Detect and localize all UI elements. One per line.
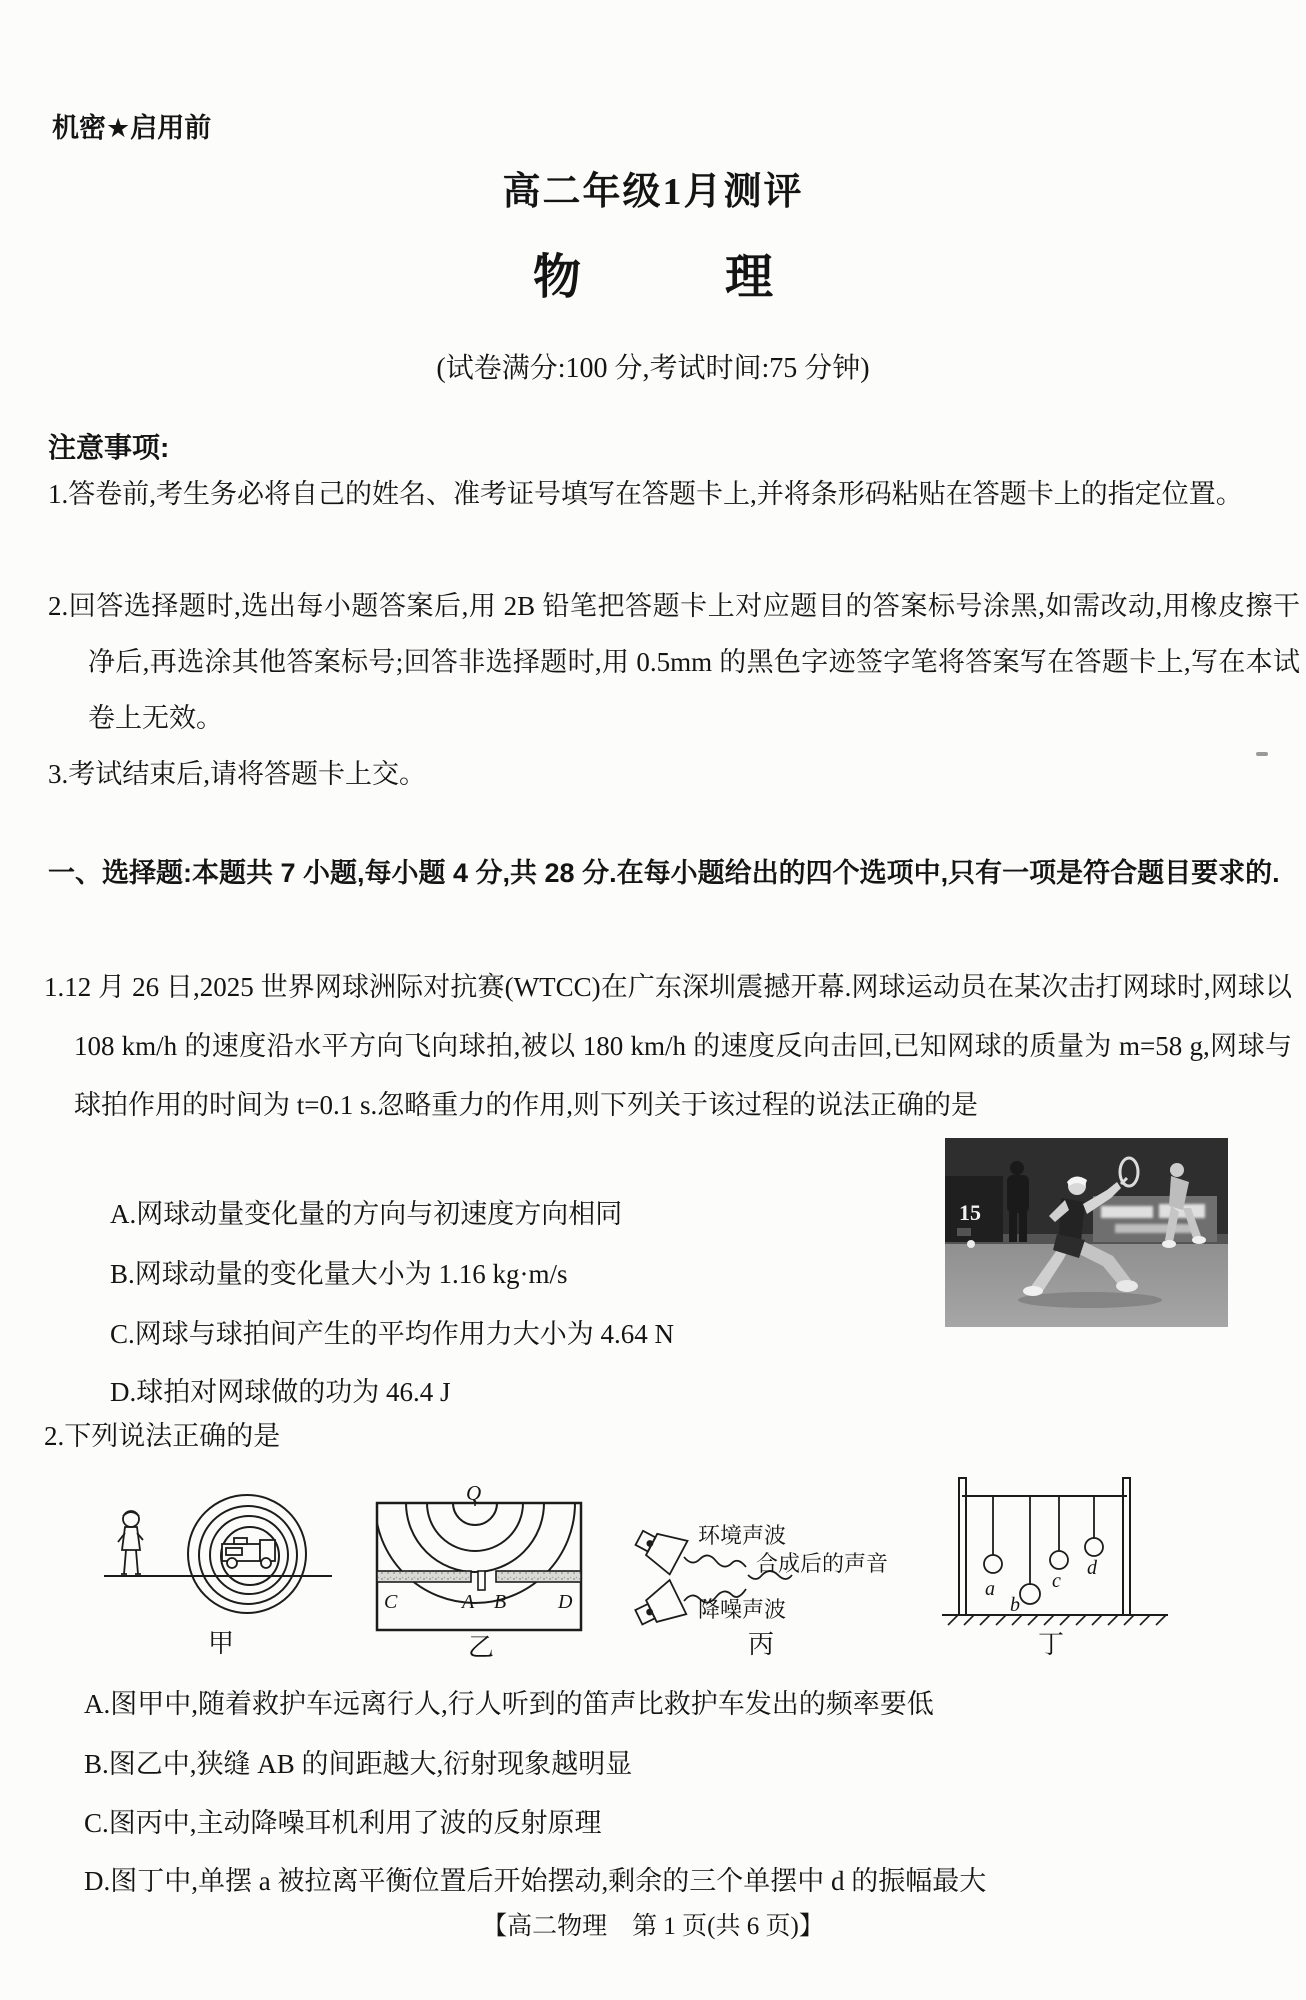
notice-item-1-text: 答卷前,考生务必将自己的姓名、准考证号填写在答题卡上,并将条形码粘贴在答题卡上的指定位置。 — [68, 479, 1243, 509]
section-1-heading: 一、选择题:本题共 7 小题,每小题 4 分,共 28 分.在每小题给出的四个选项中,只有一项是符合题目要求的. — [48, 858, 1280, 888]
figure-yi-diffraction — [374, 1486, 586, 1661]
figure-bing-label: 丙 — [748, 1630, 775, 1659]
page-title: 高二年级1月测评 — [502, 171, 804, 213]
bob-label-c: c — [1052, 1570, 1061, 1592]
wavefront-arcs — [375, 1503, 575, 1603]
q1-option-c: C.网球与球拍间产生的平均作用力大小为 4.64 N — [110, 1319, 675, 1349]
pendulum-a — [984, 1496, 1002, 1573]
q1-option-a: A.网球动量变化量的方向与初速度方向相同 — [110, 1199, 623, 1229]
speaker-bottom — [630, 1580, 686, 1633]
q1-option-d: D.球拍对网球做的功为 46.4 J — [110, 1377, 451, 1407]
right-post — [1123, 1478, 1130, 1615]
question-2-text: 下列说法正确的是 — [64, 1421, 281, 1451]
question-1-num: 1. — [44, 972, 65, 1002]
q2-option-c: C.图丙中,主动降噪耳机利用了波的反射原理 — [84, 1808, 602, 1838]
bob-label-b: b — [1010, 1594, 1020, 1616]
tennis-photo — [945, 1138, 1228, 1327]
notice-item-1-num: 1. — [48, 479, 69, 509]
question-2 — [44, 1408, 1292, 1464]
label-anti-noise-wave: 降噪声波 — [698, 1597, 787, 1622]
photo-scoreboard-number: 15 — [959, 1200, 981, 1225]
question-2-num: 2. — [44, 1421, 65, 1451]
notice-item-2 — [48, 578, 1300, 746]
figure-yi-label: 乙 — [468, 1633, 495, 1661]
ambulance-icon — [222, 1538, 275, 1568]
bob-label-d: d — [1087, 1557, 1097, 1579]
page-footer: 【高二物理 第 1 页(共 6 页)】 — [482, 1913, 824, 1940]
question-1-text: 12 月 26 日,2025 世界网球洲际对抗赛(WTCC)在广东深圳震撼开幕.网球运动员在某次击打网球时,网球以 108 km/h 的速度沿水平方向飞向球拍,被以 180 km/h 的速度反向击回,已知网球的质量为 m=58 g,网球与球拍作用的时间为 t=0.1 s.忽略重力的作用,则下列关于该过程的说法正确的是 — [64, 972, 1292, 1120]
left-post — [959, 1478, 966, 1615]
q2-option-d: D.图丁中,单摆 a 被拉离平衡位置后开始摆动,剩余的三个单摆中 d 的振幅最大 — [84, 1866, 987, 1896]
pendulum-b — [1020, 1496, 1040, 1604]
photo-ball — [967, 1240, 975, 1248]
wave-top — [684, 1555, 746, 1567]
notice-heading: 注意事项: — [48, 432, 170, 463]
figure-ding-pendulums — [930, 1470, 1180, 1662]
barrier-letter-a: A — [462, 1591, 475, 1613]
barrier-with-slit — [377, 1571, 581, 1590]
notice-item-3 — [48, 746, 1300, 802]
speaker-top — [631, 1520, 688, 1574]
ground-hatching — [948, 1615, 1166, 1625]
exam-info: (试卷满分:100 分,考试时间:75 分钟) — [436, 353, 870, 384]
figure-bing-noise-cancel — [628, 1513, 902, 1661]
barrier-letter-c: C — [384, 1591, 398, 1613]
wave-source-label: Q — [466, 1486, 482, 1505]
figure-jia-doppler — [98, 1488, 338, 1663]
notice-item-3-num: 3. — [48, 759, 69, 789]
scan-artifact-dash — [1256, 752, 1268, 756]
subject-title: 物 理 — [532, 251, 773, 304]
notice-item-2-text: 回答选择题时,选出每小题答案后,用 2B 铅笔把答题卡上对应题目的答案标号涂黑,如需改动,用橡皮擦干净后,再选涂其他答案标号;回答非选择题时,用 0.5mm 的黑色字迹签字笔将答案写在答题卡上,写在本试卷上无效。 — [68, 591, 1300, 733]
barrier-letter-d: D — [558, 1591, 573, 1613]
label-combined-sound: 合成后的声音 — [756, 1551, 889, 1576]
figure-jia-label: 甲 — [208, 1629, 235, 1658]
barrier-letter-b: B — [494, 1591, 507, 1613]
figure-ding-label: 丁 — [1038, 1630, 1065, 1659]
question-1 — [44, 958, 1292, 1135]
pendulum-c — [1050, 1496, 1068, 1569]
q1-option-b: B.网球动量的变化量大小为 1.16 kg·m/s — [110, 1259, 568, 1289]
q2-option-b: B.图乙中,狭缝 AB 的间距越大,衍射现象越明显 — [84, 1749, 633, 1779]
notice-item-1 — [48, 466, 1300, 522]
pedestrian-figure — [118, 1511, 143, 1574]
notice-item-2-num: 2. — [48, 591, 69, 621]
q2-option-a: A.图甲中,随着救护车远离行人,行人听到的笛声比救护车发出的频率要低 — [84, 1689, 934, 1719]
bob-label-a: a — [985, 1578, 995, 1600]
security-classification: 机密★启用前 — [52, 113, 212, 143]
pendulum-d — [1085, 1496, 1103, 1556]
notice-item-3-text: 考试结束后,请将答题卡上交。 — [68, 759, 426, 789]
label-ambient-wave: 环境声波 — [698, 1523, 787, 1548]
